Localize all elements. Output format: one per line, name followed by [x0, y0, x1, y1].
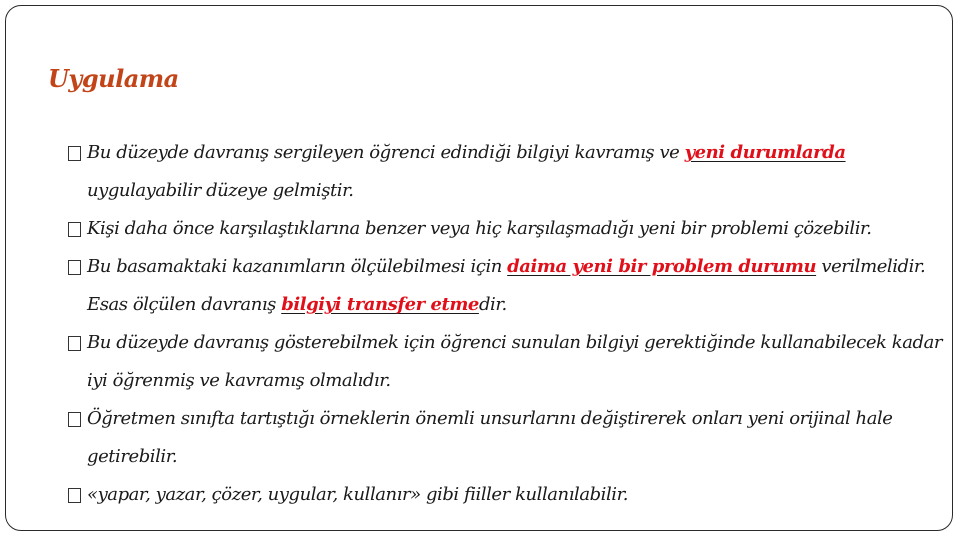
- bullet-text: uygulayabilir düzeye gelmiştir.: [87, 180, 354, 201]
- highlighted-phrase: yeni durumlarda: [684, 142, 846, 163]
- bullet-text: «yapar, yazar, çözer, uygular, kullanır» gibi fiiller kullanılabilir.: [87, 484, 629, 505]
- bullet-text: dir.: [478, 294, 507, 315]
- bullet-text: Bu düzeyde davranış gösterebilmek için öğrenci sunulan bilgiyi gerektiğinde kullanabilecek kadar iyi öğrenmiş ve kavramış olmalıdır.: [87, 332, 943, 391]
- bullet-text: Bu basamaktaki kazanımların ölçülebilmesi için: [87, 256, 508, 277]
- square-bullet-icon: [68, 488, 81, 503]
- square-bullet-icon: [68, 336, 81, 351]
- bullet-item: [68, 476, 948, 514]
- slide-title: Uygulama: [48, 64, 179, 93]
- square-bullet-icon: [68, 260, 81, 275]
- square-bullet-icon: [68, 412, 81, 427]
- bullet-item: [68, 210, 948, 248]
- square-bullet-icon: [68, 146, 81, 161]
- bullet-item: [68, 248, 948, 324]
- bullet-text: verilmelidir. Esas ölçülen davranış: [87, 256, 926, 315]
- bullet-list: [68, 134, 948, 514]
- bullet-item: [68, 400, 948, 476]
- highlighted-phrase: bilgiyi transfer etme: [281, 294, 479, 315]
- highlighted-phrase: daima yeni bir problem durumu: [507, 256, 817, 277]
- bullet-text: Öğretmen sınıfta tartıştığı örneklerin önemli unsurlarını değiştirerek onları yeni orijinal hale getirebilir.: [87, 408, 893, 467]
- bullet-text: Kişi daha önce karşılaştıklarına benzer veya hiç karşılaşmadığı yeni bir problemi çözebilir.: [87, 218, 872, 239]
- bullet-item: [68, 134, 948, 210]
- bullet-item: [68, 324, 948, 400]
- bullet-text: Bu düzeyde davranış sergileyen öğrenci edindiği bilgiyi kavramış ve: [87, 142, 685, 163]
- slide-frame: [5, 5, 953, 531]
- square-bullet-icon: [68, 222, 81, 237]
